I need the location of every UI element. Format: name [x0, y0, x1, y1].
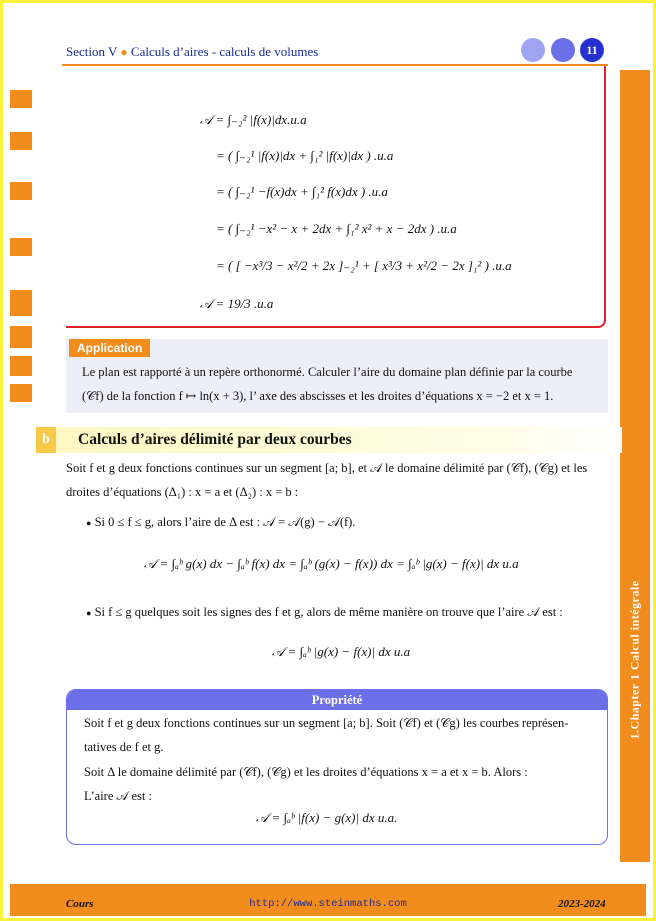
property-line-2: tatives de f et g.	[84, 740, 164, 754]
bullet-icon: ●	[86, 518, 92, 528]
footer-year: 2023-2024	[558, 898, 606, 910]
section-letter: b	[36, 427, 56, 453]
property-line-3: Soit Δ le domaine délimité par (𝒞f), (𝒞g) et les droites d’équations x = a et x = b. Alors :	[84, 765, 528, 779]
intro-line-1: Soit f et g deux fonctions continues sur un segment [a; b], et 𝒜 le domaine délimité par (𝒞f), (𝒞g) et les	[66, 461, 588, 475]
left-tab-3	[10, 182, 32, 200]
bullet-2-text: Si f ≤ g quelques soit les signes des f et g, alors de même manière on trouve que l’aire 𝒜 est :	[94, 605, 563, 619]
application-line-2: (𝒞f) de la fonction f ↦ ln(x + 3), l’ axe des abscisses et les droites d’équations x = −2 et x = 1.	[82, 389, 554, 403]
property-title: Propriété	[67, 690, 607, 710]
application-line-1: Le plan est rapporté à un repère orthonormé. Calculer l’aire du domaine plan définie par la courbe	[82, 365, 573, 379]
formula-2: 𝒜 = ∫ₐᵇ |g(x) − f(x)| dx u.a	[272, 644, 411, 659]
left-tab-4	[10, 238, 32, 256]
property-line-1: Soit f et g deux fonctions continues sur un segment [a; b]. Soit (𝒞f) et (𝒞g) les courbes représen-	[84, 716, 569, 730]
bullet-icon: ●	[86, 608, 92, 618]
left-tab-2	[10, 132, 32, 150]
proof-line-6: 𝒜 = 19/3 .u.a	[200, 296, 274, 311]
left-tab-1	[10, 90, 32, 108]
deco-circle-2	[551, 38, 575, 62]
section-title: Calculs d’aires - calculs de volumes	[130, 44, 319, 59]
footer-link[interactable]: http://www.steinmaths.com	[249, 898, 407, 910]
section-label: Section V	[66, 44, 118, 59]
proof-line-5: = ( [ −x³/3 − x²/2 + 2x ]₋₂¹ + [ x³/3 + x²/2 − 2x ]₁² ) .u.a	[216, 258, 512, 273]
left-tab-7	[10, 356, 32, 376]
running-header	[66, 44, 318, 60]
left-tab-6	[10, 326, 32, 348]
proof-box-top-tick	[604, 66, 606, 76]
left-tab-5	[10, 290, 32, 316]
intro-line-2: droites d’équations (Δ₁) : x = a et (Δ₂) : x = b :	[66, 485, 299, 499]
left-tab-8	[10, 384, 32, 402]
proof-line-3: = ( ∫₋₂¹ −f(x)dx + ∫₁² f(x)dx ) .u.a	[216, 184, 388, 199]
formula-1: 𝒜 = ∫ₐᵇ g(x) dx − ∫ₐᵇ f(x) dx = ∫ₐᵇ (g(x) − f(x)) dx = ∫ₐᵇ |g(x) − f(x)| dx u.a	[144, 556, 519, 571]
proof-line-4: = ( ∫₋₂¹ −x² − x + 2dx + ∫₁² x² + x − 2dx ) .u.a	[216, 221, 457, 236]
separator-dot: ●	[120, 45, 128, 59]
chapter-label: 1.Chapter 1 Calcul intégrale	[627, 580, 642, 740]
section-heading: Calculs d’aires délimité par deux courbes	[78, 431, 352, 448]
proof-line-2: = ( ∫₋₂¹ |f(x)|dx + ∫₁² |f(x)|dx ) .u.a	[216, 148, 394, 163]
application-label: Application	[69, 339, 150, 357]
bullet-1-text: Si 0 ≤ f ≤ g, alors l’aire de Δ est : 𝒜 = 𝒜(g) − 𝒜(f).	[94, 515, 356, 529]
property-formula: 𝒜 = ∫ₐᵇ |f(x) − g(x)| dx u.a.	[256, 810, 398, 825]
page-number: 11	[580, 38, 604, 62]
bullet-2	[86, 602, 563, 624]
property-line-4: L’aire 𝒜 est :	[84, 789, 152, 803]
footer-left: Cours	[66, 898, 94, 910]
chapter-label-box	[620, 470, 650, 850]
proof-line-1: 𝒜 = ∫₋₂² |f(x)|dx.u.a	[200, 112, 307, 127]
deco-circle-1	[521, 38, 545, 62]
bullet-1	[86, 512, 355, 534]
